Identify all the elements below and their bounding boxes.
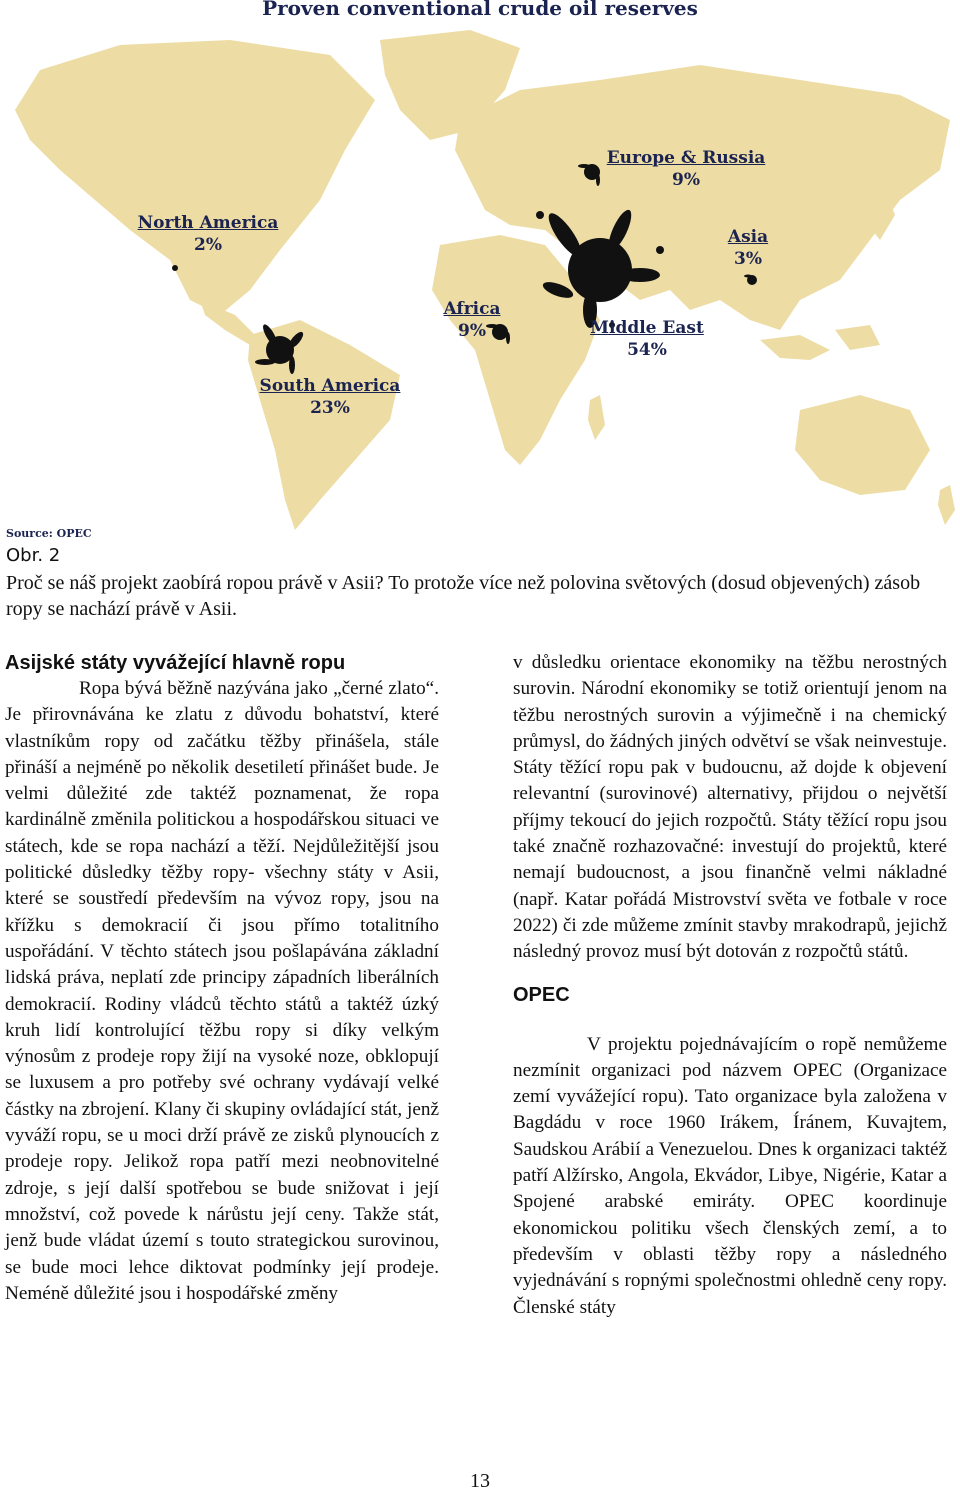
figure-caption: Obr. 2: [6, 545, 61, 566]
region-label-north-america: [128, 212, 288, 256]
region-label-asia: [718, 226, 778, 270]
region-label-middle-east: [582, 317, 712, 361]
region-percent: 54%: [627, 340, 667, 360]
region-percent: 2%: [194, 235, 222, 255]
right-column: [513, 650, 947, 1321]
region-name: Asia: [727, 227, 769, 247]
right-paragraph-2: V projektu pojednávajícím o ropě nemůžeme nezmínit organizaci pod názvem OPEC (Organizace zemí vyvážející ropu). Tato organizace byla založena v Bagdádu v roce 1960 Irákem, Íránem, Kuvajtem, Saudskou Arábií a Venezuelou. Dnes k organizaci taktéž patří Alžírsko, Angola, Ekvádor, Libye, Nigérie, Katar a Spojené arabské emiráty. OPEC koordinuje ekonomickou politiku všech členských zemí, a to především v oblasti těžby ropy a následného vyjednávání s ropnými společnostmi ohledně ceny ropy. Členské státy: [513, 1033, 947, 1318]
region-name: North America: [137, 213, 279, 233]
intro-paragraph: Proč se náš projekt zaobírá ropou právě v Asii? To protože více než polovina světových (dosud objevených) zásob ropy se nachází právě v Asii.: [6, 572, 921, 620]
madagascar-shape: [588, 395, 605, 440]
australia-shape: [795, 395, 930, 495]
region-percent: 23%: [310, 398, 350, 418]
north-america-oil-blot: [172, 265, 178, 271]
map-title: Proven conventional crude oil reserves: [262, 0, 698, 20]
region-label-europe-russia: [596, 147, 776, 191]
region-name: Europe & Russia: [606, 148, 766, 168]
southeast-asia-islands-shape: [760, 325, 880, 360]
section-heading-opec: OPEC: [513, 983, 570, 1006]
region-percent: 9%: [458, 321, 486, 341]
map-source: Source: OPEC: [6, 527, 92, 540]
region-percent: 9%: [672, 170, 700, 190]
right-paragraph-1: v důsledku orientace ekonomiky na těžbu nerostných surovin. Národní ekonomiky se totiž orientují jenom na těžbu nerostných surovin a výjimečně i na chemický průmysl, do žádných jiných odvětví se však neinvestuje. Státy těžící ropu pak v budoucnu, až dojde k objevení relevantní (surovinové) alternativy, přijdou o největší příjmy tekoucí do jejich rozpočtů. Státy těžící ropu jsou také značně rozhazovačné: investují do projektů, které nemají budoucnost, a jsou finančně velmi nákladné (např. Katar pořádá Mistrovství světa ve fotbale v roce 2022) či zde můžeme zmínit stavby mrakodrapů, jejichž následný provoz musí být dotován z rozpočtů států.: [513, 652, 947, 963]
region-percent: 3%: [734, 249, 762, 269]
region-label-south-america: [250, 375, 410, 419]
world-map-illustration: [0, 0, 960, 545]
section-heading-asian-states: Asijské státy vyvážející hlavně ropu: [5, 652, 346, 674]
region-name: South America: [259, 376, 401, 396]
oil-reserves-map: [0, 0, 960, 545]
page-number: 13: [470, 1470, 490, 1492]
left-column: [5, 650, 439, 1307]
north-america-shape: [15, 40, 375, 315]
region-name: Middle East: [590, 318, 704, 338]
region-label-africa: [432, 298, 512, 342]
new-zealand-shape: [938, 485, 955, 525]
left-body-paragraph: Ropa bývá běžně nazývána jako „černé zlato“. Je přirovnávána ke zlatu z důvodu bohatství, které vlastníkům ropy od začátku těžby přinášela, stále přináší a nejméně po několik desetiletí přinášet bude. Je velmi důležité zde taktéž poznamenat, že ropa kardinálně změnila politickou a hospodářskou situaci ve státech, kde se ropa nachází a těží. Nejdůležitější jsou politické důsledky těžby ropy- všechny státy v Asii, které se soustředí především na vývoz ropy, jsou na křížku s demokracií či jsou přímo totalitního uspořádání. V těchto státech jsou pošlapávána základní lidská práva, neplatí zde principy západních liberálních demokracií. Rodiny vládců těchto států a taktéž úzký kruh lidí kontrolující těžbu ropy si díky velkým výnosům z prodeje ropy žijí na vysoké noze, obklopují se luxusem a pro potřeby své ochrany vydávají velké částky na zbrojení. Klany či skupiny ovládající stát, jenž vyváží ropu, se u moci drží právě ze zisků plynoucích z prodeje ropy. Jelikož ropa patří mezi neobnovitelné zdroje, s její další spotřebou se bude snižovat i její množství, což povede k nárůstu její ceny. Takže stát, jenž bude vládat území s touto strategickou surovinou, se bude moci lehce diktovat podmínky její prodeje. Neméně důležité jsou i hospodářské změny: [5, 678, 439, 1304]
region-name: Africa: [443, 299, 501, 319]
